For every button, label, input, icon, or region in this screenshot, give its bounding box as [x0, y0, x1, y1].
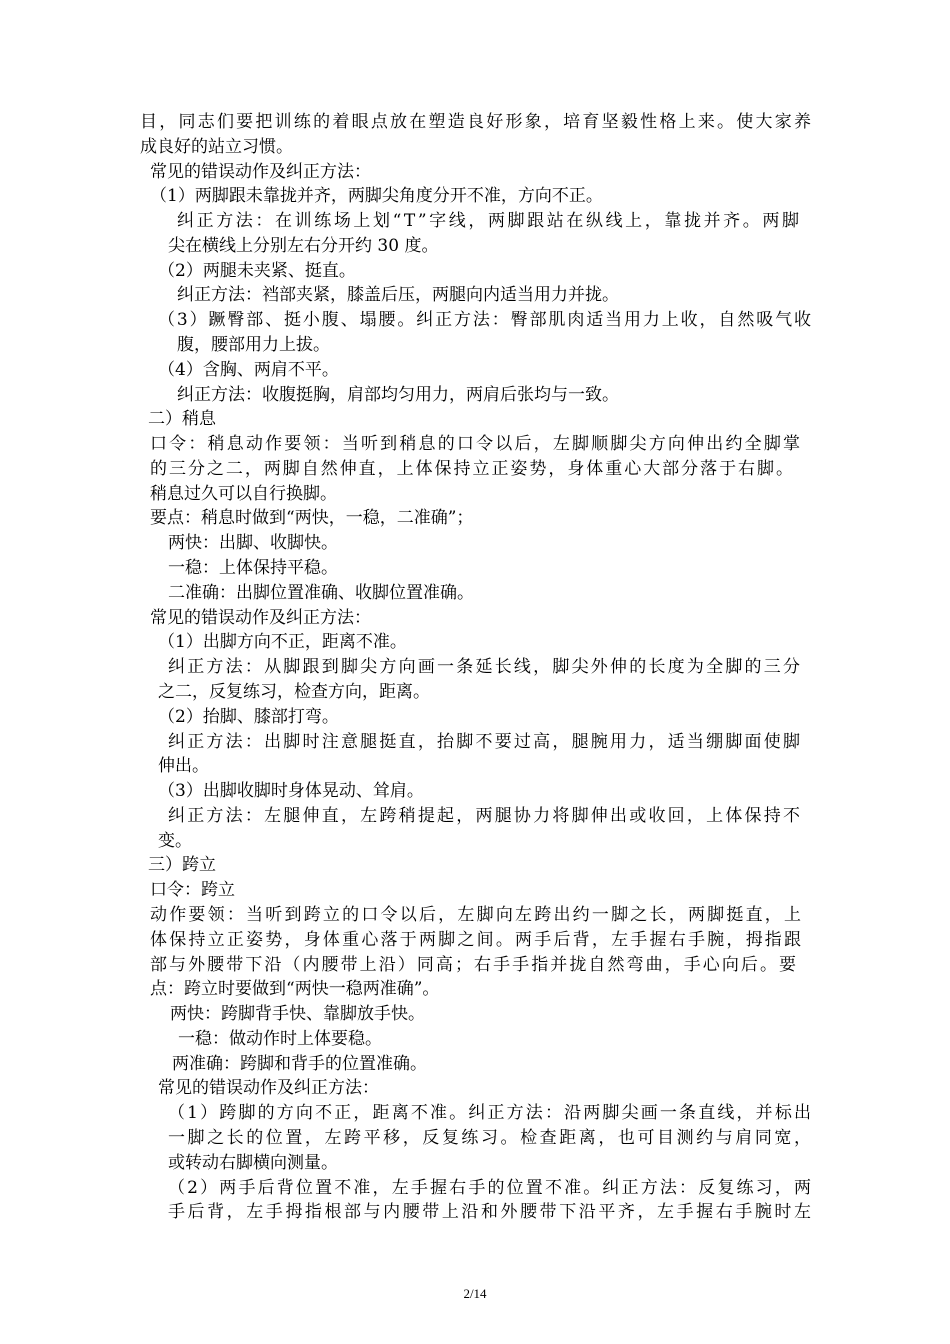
text-line: （3）出脚收脚时身体晃动、耸肩。 — [158, 781, 424, 801]
text-line: （1）两脚跟未靠拢并齐，两脚尖角度分开不准，方向不正。 — [150, 186, 603, 206]
text-line: （2）抬脚、膝部打弯。 — [158, 707, 339, 727]
text-line: 一脚之长的位置，左跨平移，反复练习。检查距离，也可目测约与肩同宽， — [168, 1128, 814, 1148]
text-line: 纠正方法：收腹挺胸，肩部均匀用力，两肩后张均与一致。 — [177, 385, 619, 405]
text-line: 三）跨立 — [148, 855, 216, 875]
text-line: 之二，反复练习，检查方向，距离。 — [158, 682, 430, 702]
text-line: 目，同志们要把训练的着眼点放在塑造良好形象，培育坚毅性格上来。使大家养 — [140, 112, 814, 132]
text-line: 的三分之二，两脚自然伸直，上体保持立正姿势，身体重心大部分落于右脚。 — [150, 459, 795, 479]
text-line: 口令：稍息动作要领：当听到稍息的口令以后，左脚顺脚尖方向伸出约全脚掌 — [150, 434, 803, 454]
text-line: 一稳：上体保持平稳。 — [168, 558, 338, 578]
text-line: 体保持立正姿势，身体重心落于两脚之间。两手后背，左手握右手腕，拇指跟 — [150, 930, 804, 950]
text-line: 稍息过久可以自行换脚。 — [150, 484, 337, 504]
text-line: 口令：跨立 — [150, 880, 235, 900]
text-line: 纠正方法：从脚跟到脚尖方向画一条延长线，脚尖外伸的长度为全脚的三分 — [168, 657, 803, 677]
text-line: 点：跨立时要做到“两快一稳两准确”。 — [150, 979, 440, 999]
text-line: 纠正方法：出脚时注意腿挺直，抬脚不要过高，腿腕用力，适当绷脚面使脚 — [168, 732, 803, 752]
text-line: （3）蹶臀部、挺小腹、塌腰。纠正方法：臀部肌肉适当用力上收，自然吸气收 — [158, 310, 813, 330]
text-line: 两快：跨脚背手快、靠脚放手快。 — [170, 1004, 425, 1024]
text-line: 腹，腰部用力上拔。 — [177, 335, 330, 355]
text-line: （1）跨脚的方向不正，距离不准。纠正方法：沿两脚尖画一条直线，并标出 — [168, 1103, 814, 1123]
text-line: 一稳：做动作时上体要稳。 — [178, 1029, 382, 1049]
text-line: 两快：出脚、收脚快。 — [168, 533, 338, 553]
text-line: （1）出脚方向不正，距离不准。 — [158, 632, 407, 652]
text-line: 纠正方法：裆部夹紧，膝盖后压，两腿向内适当用力并拢。 — [177, 285, 619, 305]
text-line: 两准确：跨脚和背手的位置准确。 — [172, 1054, 427, 1074]
text-line: 尖在横线上分别左右分开约 30 度。 — [168, 236, 439, 256]
text-line: 常见的错误动作及纠正方法： — [158, 1078, 379, 1098]
text-line: 二准确：出脚位置准确、收脚位置准确。 — [168, 583, 474, 603]
text-line: 二）稍息 — [148, 409, 216, 429]
text-line: 成良好的站立习惯。 — [140, 137, 293, 157]
page-number: 2/14 — [463, 1286, 487, 1301]
text-line: 纠正方法：在训练场上划“T”字线，两脚跟站在纵线上，靠拢并齐。两脚 — [177, 211, 802, 231]
text-line: 变。 — [158, 831, 192, 851]
text-line: 部与外腰带下沿（内腰带上沿）同高；右手手指并拢自然弯曲，手心向后。要 — [150, 955, 799, 975]
text-line: 纠正方法：左腿伸直，左跨稍提起，两腿协力将脚伸出或收回，上体保持不 — [168, 806, 803, 826]
text-line: 要点：稍息时做到“两快，一稳，二准确”； — [150, 508, 474, 528]
text-line: （2）两手后背位置不准，左手握右手的位置不准。纠正方法：反复练习，两 — [168, 1178, 814, 1198]
text-line: 常见的错误动作及纠正方法： — [150, 608, 371, 628]
text-line: 手后背，左手拇指根部与内腰带上沿和外腰带下沿平齐，左手握右手腕时左 — [168, 1202, 814, 1222]
text-line: 伸出。 — [158, 756, 209, 776]
text-line: （2）两腿未夹紧、挺直。 — [158, 261, 356, 281]
text-line: 或转动右脚横向测量。 — [168, 1153, 338, 1173]
text-line: 动作要领：当听到跨立的口令以后，左脚向左跨出约一脚之长，两脚挺直，上 — [150, 905, 804, 925]
text-line: 常见的错误动作及纠正方法： — [150, 162, 371, 182]
text-line: （4）含胸、两肩不平。 — [158, 360, 339, 380]
